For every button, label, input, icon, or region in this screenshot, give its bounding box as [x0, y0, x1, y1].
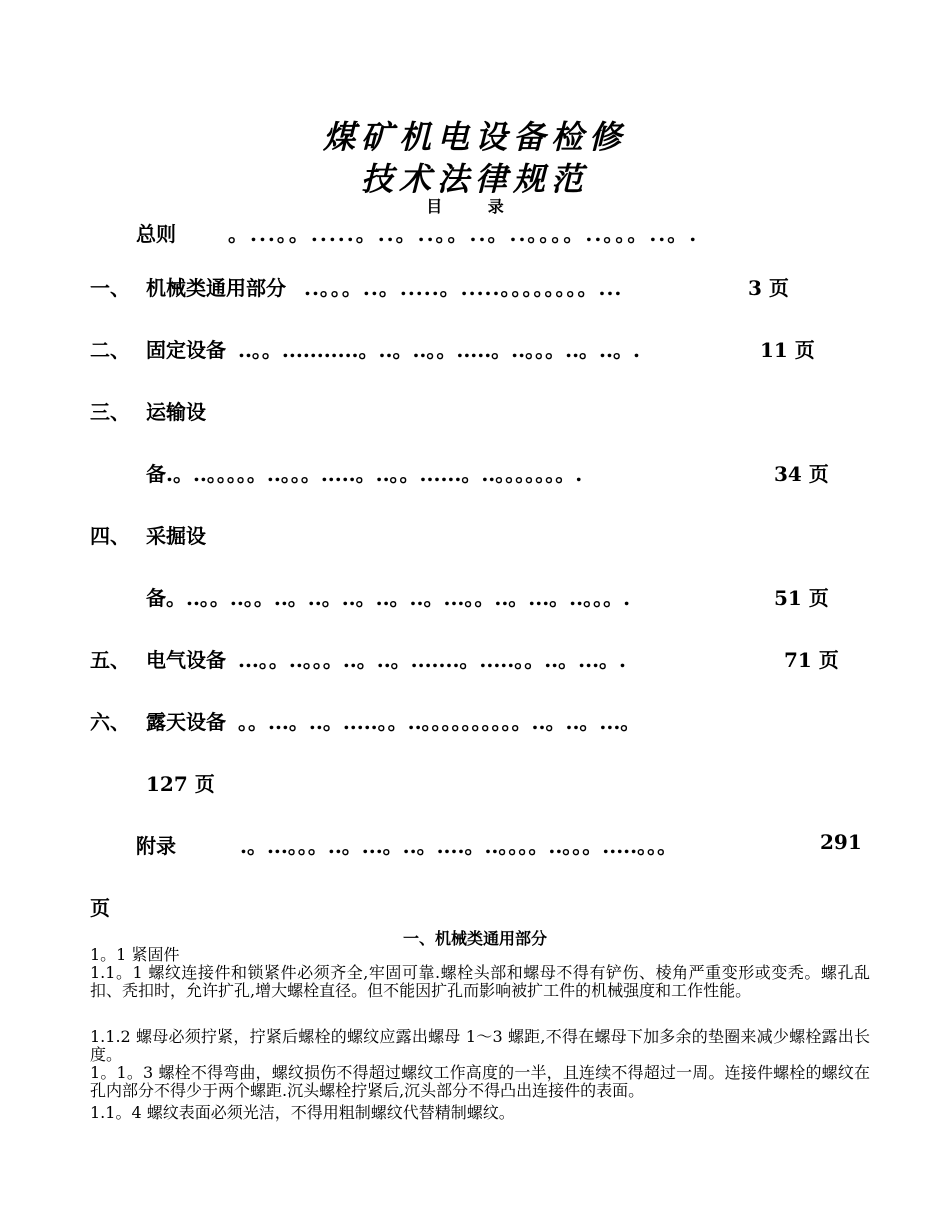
document-title-line1: 煤矿机电设备检修	[322, 118, 627, 156]
toc-dots: .。..。。。。。..。。。.....。..。。......。..。。。。。。。.	[166, 462, 583, 486]
document-title-line2: 技术法律规范	[360, 160, 589, 198]
toc-dots: ...。。..。。。..。..。.......。.....。。..。...。.	[238, 648, 626, 672]
toc-number: 二、	[90, 338, 130, 362]
toc-heading: 目 录	[426, 197, 524, 216]
toc-number: 四、	[90, 524, 130, 548]
toc-label[interactable]: 备	[146, 462, 166, 486]
toc-label: 总则	[136, 222, 176, 246]
toc-page: 页	[90, 896, 110, 920]
toc-entry-general[interactable]	[136, 218, 176, 247]
toc-page: 291	[820, 830, 862, 854]
toc-label[interactable]: 备	[146, 586, 166, 610]
toc-dots: ..。。。..。.....。.....。。。。。。。。...	[304, 276, 623, 300]
paragraph: 1.1。4 螺纹表面必须光洁，不得用粗制螺纹代替精制螺纹。	[90, 1103, 515, 1122]
toc-label[interactable]: 附录	[136, 834, 176, 858]
toc-page: 51 页	[774, 586, 829, 610]
toc-page: 127 页	[146, 772, 215, 796]
toc-number: 三、	[90, 400, 130, 424]
toc-label[interactable]: 运输设	[146, 400, 206, 424]
paragraph: 1.1。1 螺纹连接件和锁紧件必须齐全,牢固可靠.螺栓头部和螺母不得有铲伤、棱角严重变形或变秃。螺孔乱扣、秃扣时，允许扩孔,增大螺栓直径。但不能因扩孔而影响被扩工件的机械强度和工作性能。	[90, 963, 870, 1000]
paragraph: 1.1.2 螺母必须拧紧，拧紧后螺栓的螺纹应露出螺母 1～3 螺距,不得在螺母下加多余的垫圈来减少螺栓露出长度。	[90, 1027, 870, 1064]
paragraph: 1。1。3 螺栓不得弯曲，螺纹损伤不得超过螺纹工作高度的一半，且连续不得超过一周。连接件螺栓的螺纹在孔内部分不得少于两个螺距.沉头螺栓拧紧后,沉头部分不得凸出连接件的表面。	[90, 1063, 870, 1100]
subsection-title: 1。1 紧固件	[90, 945, 180, 964]
toc-label[interactable]: 露天设备	[146, 710, 226, 734]
section-heading: 一、机械类通用部分	[402, 929, 547, 948]
toc-dots: 。...。。.....。..。..。。..。..。。。。..。。。..。.	[228, 222, 699, 246]
toc-number: 一、	[90, 276, 130, 300]
toc-dots: 。..。。..。。..。..。..。..。..。...。。..。...。..。。。.	[166, 586, 631, 610]
toc-entry-mechanical[interactable]	[90, 272, 130, 301]
toc-page: 34 页	[774, 462, 829, 486]
toc-number: 六、	[90, 710, 130, 734]
toc-dots: ..。。...........。..。..。。.....。..。。。..。..。.	[238, 338, 640, 362]
toc-label[interactable]: 采掘设	[146, 524, 206, 548]
toc-page: 11 页	[760, 338, 815, 362]
toc-dots: 。。...。..。.....。。..。。。。。。。。。。..。..。...。	[238, 710, 641, 734]
toc-label[interactable]: 固定设备	[146, 338, 226, 362]
toc-page: 71 页	[784, 648, 839, 672]
toc-label[interactable]: 电气设备	[146, 648, 226, 672]
toc-number: 五、	[90, 648, 130, 672]
toc-dots: .。...。。。..。...。..。....。..。。。。..。。。.....。。。	[240, 834, 678, 858]
toc-page: 3 页	[748, 276, 789, 300]
toc-label: 机械类通用部分	[146, 276, 286, 300]
